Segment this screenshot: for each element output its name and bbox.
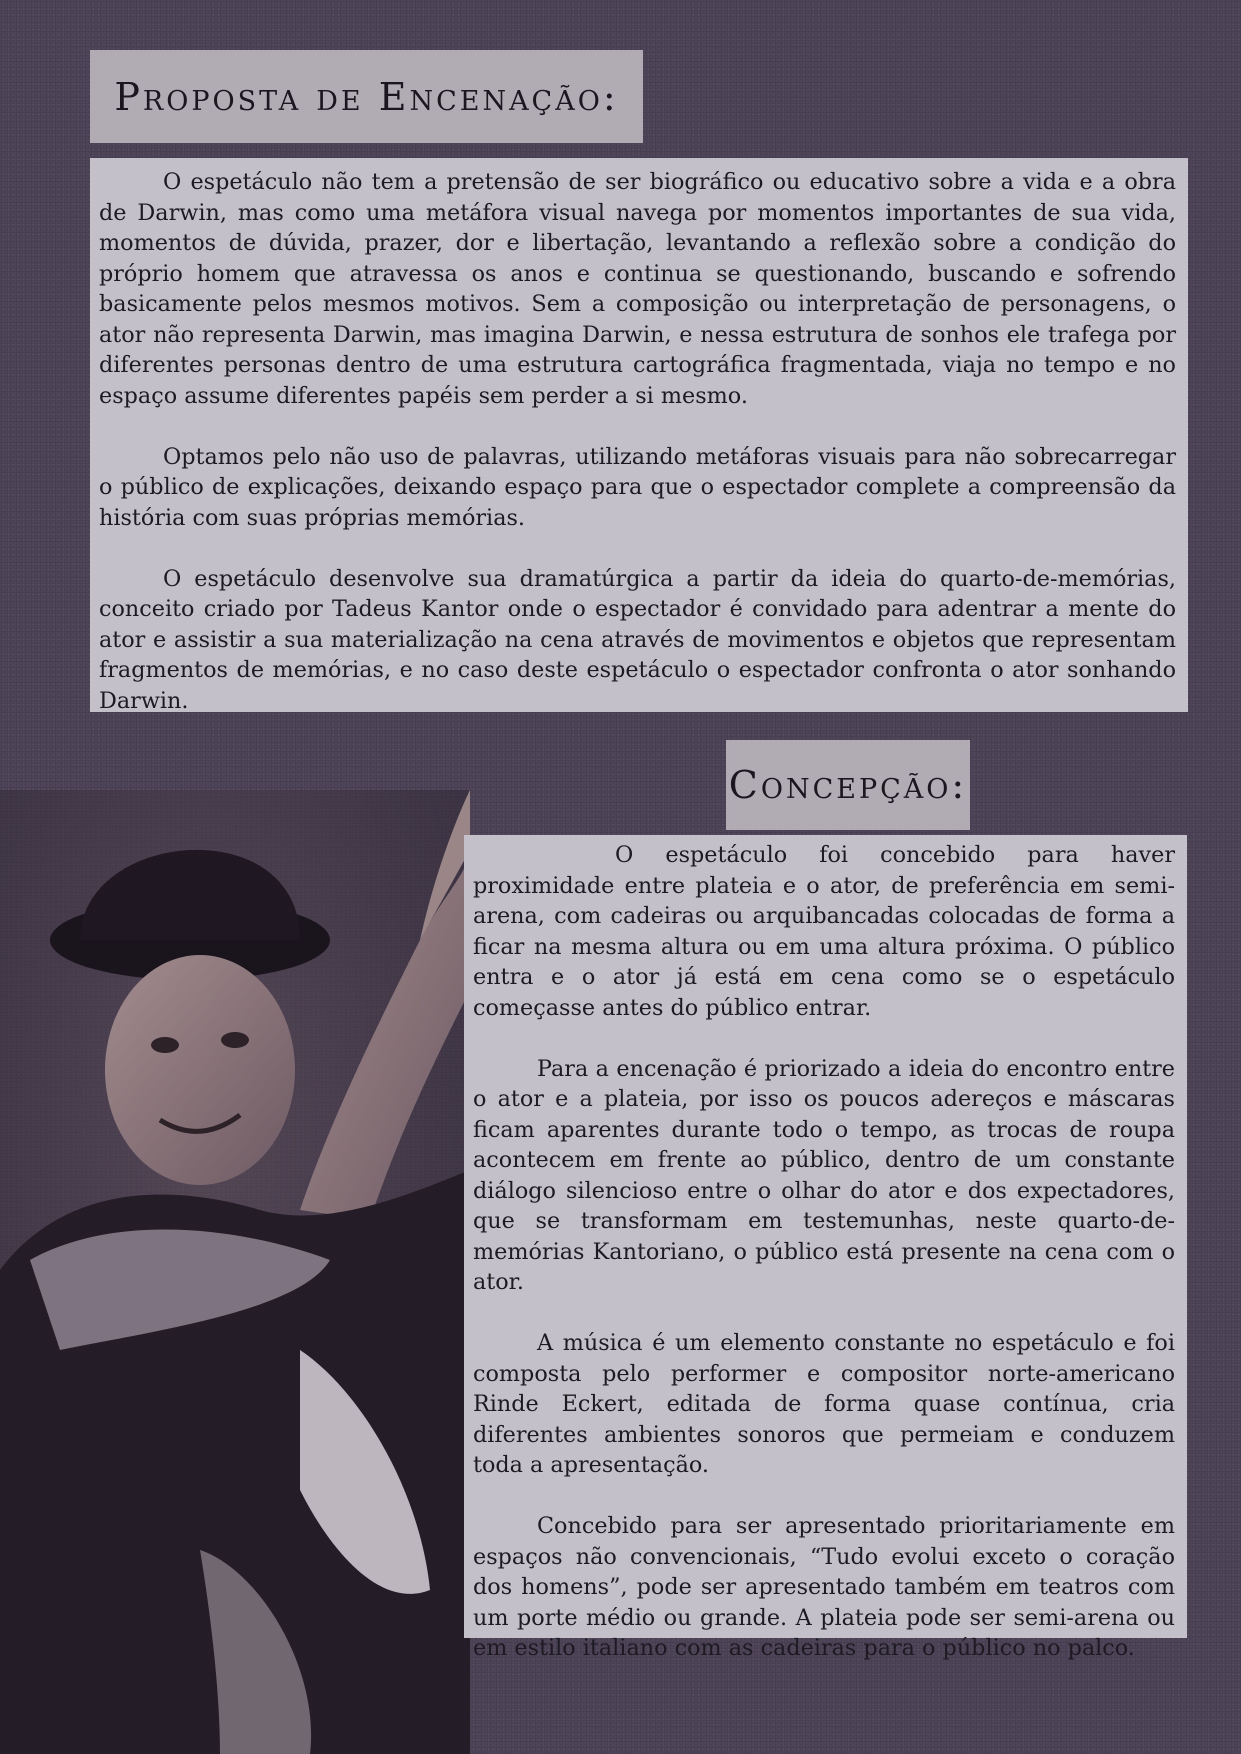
paragraph: Para a encenação é priorizado a ideia do encontro entre o ator e a plateia, por isso os poucos adereços e máscaras ficam aparentes durante todo o tempo, as trocas de roupa acontecem em frente ao público, dentro de um constante diálogo silencioso entre o olhar do ator e dos expectadores, que se transformam em testemunhas, neste quarto-de-memórias Kantoriano, o público está presente na cena com o ator.: [473, 1055, 1175, 1295]
section-heading-concepcao: [726, 740, 970, 830]
section-title: Concepção:: [728, 763, 968, 807]
paragraph: Optamos pelo não uso de palavras, utilizando metáforas visuais para não sobrecarregar o público de explicações, deixando espaço para que o espectador complete a compreensão da história com suas próprias memórias.: [99, 443, 1176, 531]
paragraph: A música é um elemento constante no espetáculo e foi composta pelo performer e compositor norte-americano Rinde Eckert, editada de forma quase contínua, cria diferentes ambientes sonoros que permeiam e conduzem toda a apresentação.: [473, 1330, 1175, 1478]
section-title: Proposta de Encenação:: [114, 74, 619, 119]
paragraph: O espetáculo desenvolve sua dramatúrgica a partir da ideia do quarto-de-memórias, conceito criado por Tadeus Kantor onde o espectador é convidado para adentrar a mente do ator e assistir a sua materialização na cena através de movimentos e objetos que representam fragmentos de memórias, e no caso deste espetáculo o espectador confronta o ator sonhando Darwin.: [99, 565, 1176, 714]
proposta-text-box: [90, 158, 1188, 712]
section-heading-proposta: [90, 50, 643, 143]
paragraph: O espetáculo não tem a pretensão de ser biográfico ou educativo sobre a vida e a obra de Darwin, mas como uma metáfora visual navega por momentos importantes de sua vida, momentos de dúvida, prazer, dor e libertação, levantando a reflexão sobre a condição do próprio homem que atravessa os anos e continua se questionando, buscando e sofrendo basicamente pelos mesmos motivos. Sem a composição ou interpretação de personagens, o ator não representa Darwin, mas imagina Darwin, e nessa estrutura de sonhos ele trafega por diferentes personas dentro de uma estrutura cartográfica fragmentada, viaja no tempo e no espaço assume diferentes papéis sem perder a si mesmo.: [99, 169, 1176, 409]
performer-photo: [0, 790, 470, 1754]
concepcao-text-box: [464, 835, 1187, 1661]
paragraph: O espetáculo foi concebido para haver proximidade entre plateia e o ator, de preferência em semi-arena, com cadeiras ou arquibancadas colocadas de forma a ficar na mesma altura ou em uma altura próxima. O público entra e o ator já está em cena como se o espetáculo começasse antes do público entrar.: [473, 842, 1175, 1021]
paragraph: Concebido para ser apresentado prioritariamente em espaços não convencionais, “Tudo evolui exceto o coração dos homens”, pode ser apresentado também em teatros com um porte médio ou grande. A plateia pode ser semi-arena ou em estilo italiano com as cadeiras para o público no palco.: [473, 1513, 1175, 1661]
